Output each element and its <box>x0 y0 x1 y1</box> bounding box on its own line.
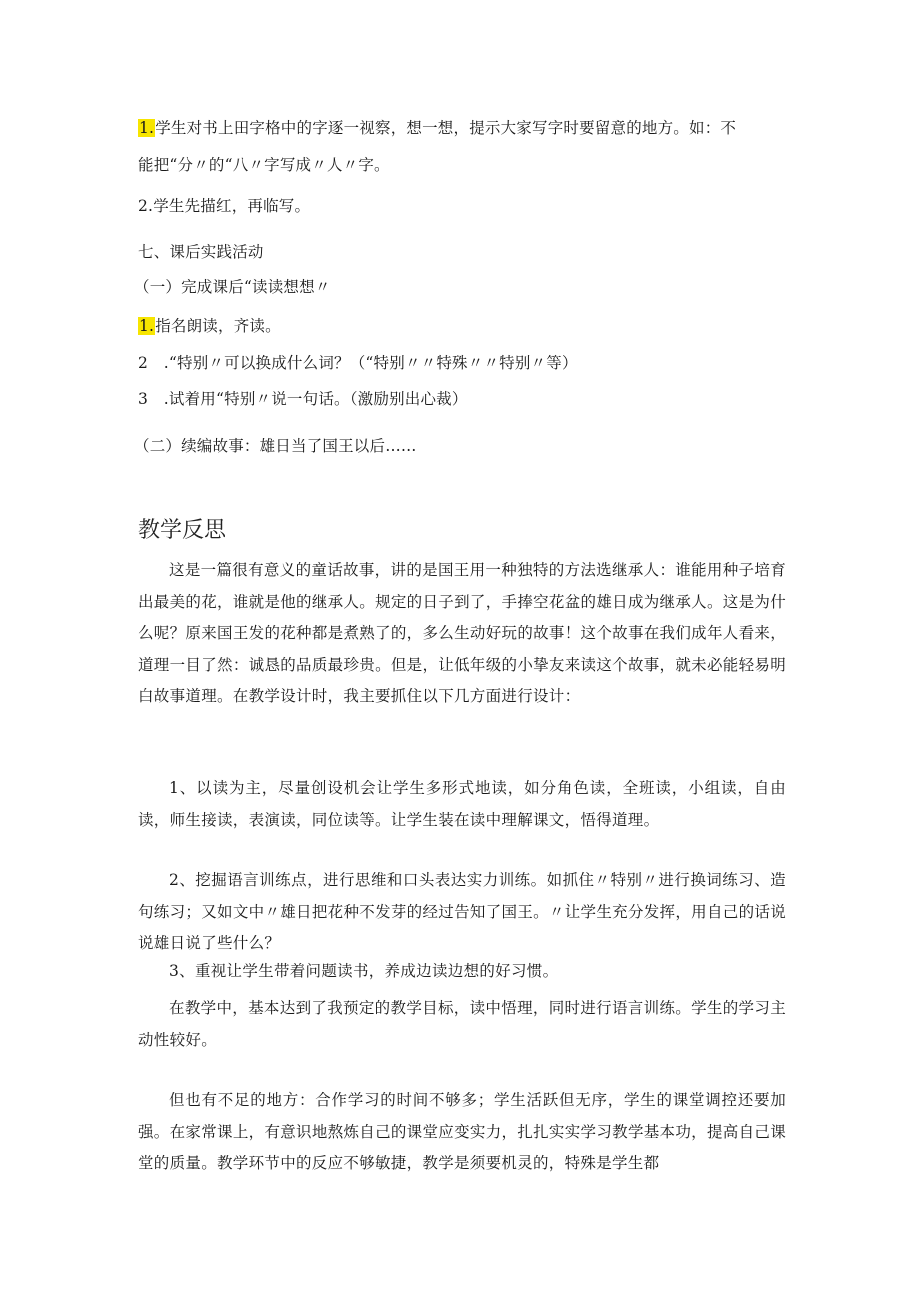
reflection-paragraph-1: 这是一篇很有意义的童话故事，讲的是国王用一种独特的方法选继承人：谁能用种子培育出最美的花，谁就是他的继承人。规定的日子到了，手捧空花盆的雄日成为继承人。这是为什么呢？原来国王发的花种都是煮熟了的，多么生动好玩的故事！这个故事在我们成年人看来，道理一目了然：诚恳的品质最珍贵。但是，让低年级的小挚友来读这个故事，就未必能轻易明白故事道理。在教学设计时，我主要抓住以下几方面进行设计： <box>138 561 786 705</box>
activity-item-1-text: 指名朗读，齐读。 <box>155 317 281 335</box>
reflection-paragraph-4: 3、重视让学生带着问题读书，养成边读边想的好习惯。 <box>169 962 559 980</box>
subsection-1-title: （一）完成课后“读读想想〃 <box>134 278 331 296</box>
activity-item-1 <box>138 316 281 336</box>
step-2: 2.学生先描红，再临写。 <box>138 197 311 215</box>
reflection-paragraph-2: 1、以读为主，尽量创设机会让学生多形式地读，如分角色读，全班读，小组读，自由读，师生接读，表演读，同位读等。让学生装在读中理解课文，悟得道理。 <box>138 779 786 829</box>
step-1-line-1 <box>138 118 736 138</box>
subsection-2-title: （二）续编故事：雄日当了国王以后…… <box>134 437 417 455</box>
reflection-paragraph-3: 2、挖掘语言训练点，进行思维和口头表达实力训练。如抓住〃特别〃进行换词练习、造句练习；又如文中〃雄日把花种不发芽的经过告知了国王。〃让学生充分发挥，用自己的话说说雄日说了些什么？ <box>138 871 786 952</box>
reflection-heading: 教学反思 <box>138 518 227 543</box>
reflection-paragraph-6: 但也有不足的地方：合作学习的时间不够多；学生活跃但无序，学生的课堂调控还要加强。在家常课上，有意识地熬炼自己的课堂应变实力，扎扎实实学习教学基本功，提高自己课堂的质量。教学环节中的反应不够敏捷，教学是须要机灵的，特殊是学生都 <box>138 1091 786 1172</box>
activity-item-3: 3 .试着用“特别〃说一句话。（激励别出心裁） <box>138 390 468 408</box>
activity-item-1-number: 1. <box>139 317 155 335</box>
activity-item-2: 2 .“特别〃可以换成什么词？（“特别〃〃特殊〃〃特别〃等） <box>138 354 578 372</box>
section-seven-title: 七、课后实践活动 <box>138 243 264 261</box>
step-1-text: 学生对书上田字格中的字逐一视察，想一想，提示大家写字时要留意的地方。如：不 <box>155 119 737 137</box>
step-1-line-2: 能把“分〃的“八〃字写成〃人〃字。 <box>138 156 390 174</box>
step-1-number: 1. <box>139 119 155 137</box>
reflection-paragraph-5: 在教学中，基本达到了我预定的教学目标，读中悟理，同时进行语言训练。学生的学习主动性较好。 <box>138 999 786 1049</box>
